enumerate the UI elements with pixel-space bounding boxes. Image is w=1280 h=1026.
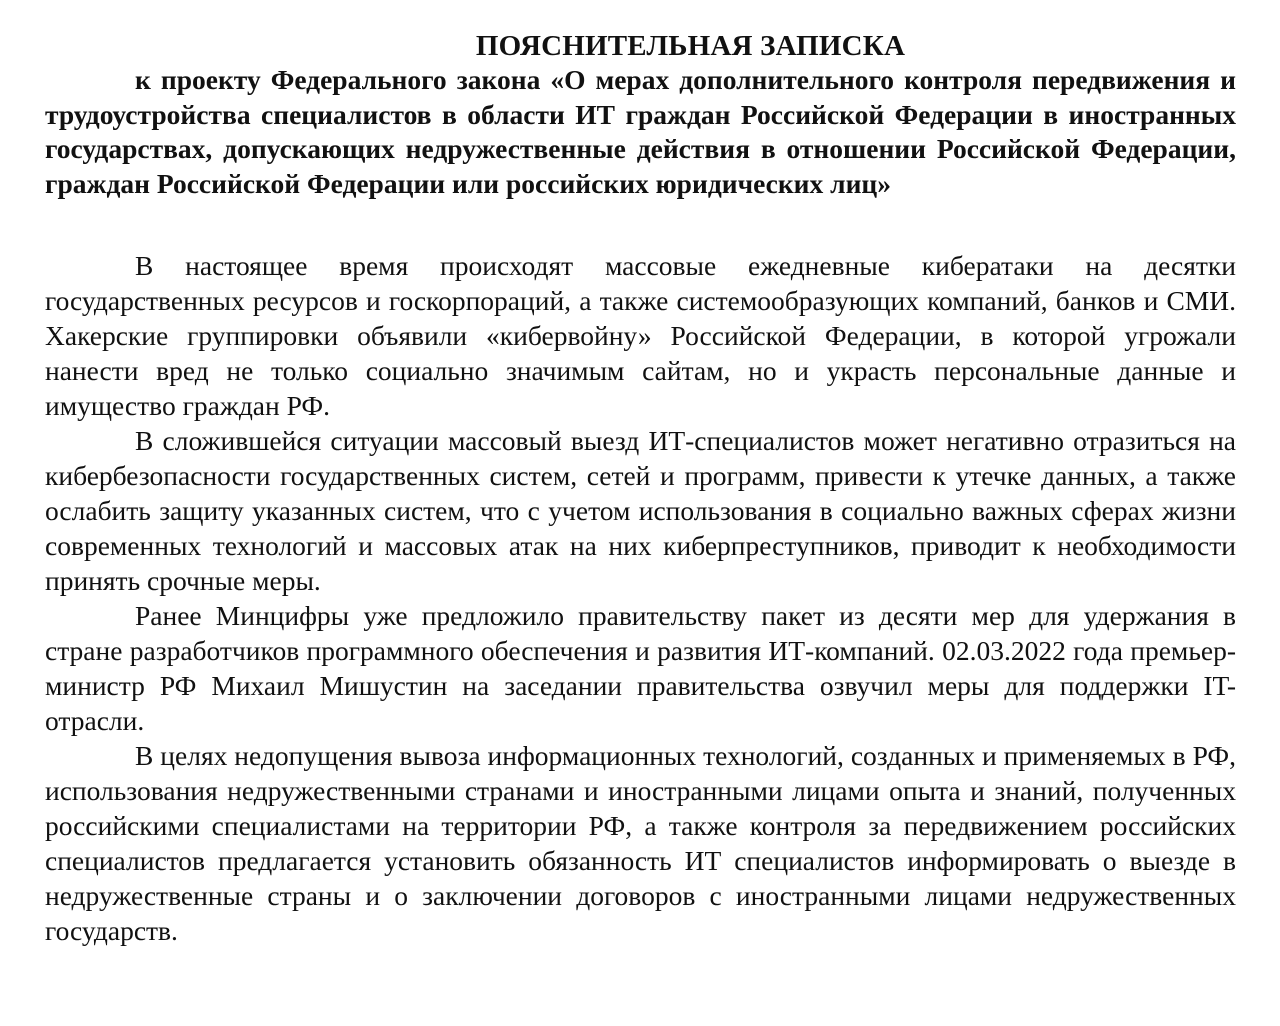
paragraph-4: В целях недопущения вывоза информационных технологий, созданных и применяемых в РФ, использования недружественными странами и иностранными лицами опыта и знаний, полученных российскими специалистами на территории РФ, а также контроля за передвижением российских специалистов предлагается установить обязанность ИТ специалистов информировать о выезде в недружественные страны и о заключении договоров с иностранными лицами недружественных государств. (45, 740, 1236, 946)
document-title: ПОЯСНИТЕЛЬНАЯ ЗАПИСКА (475, 30, 906, 62)
spacer (45, 201, 1236, 248)
paragraph-1: В настоящее время происходят массовые ежедневные кибератаки на десятки государственных ресурсов и госкорпораций, а также системообразующих компаний, банков и СМИ. Хакерские группировки объявили «кибервойну» Российской Федерации, в которой угрожали нанести вред не только социально значимым сайтам, но и украсть персональные данные и имущество граждан РФ. (45, 250, 1236, 421)
paragraph-2: В сложившейся ситуации массовый выезд ИТ-специалистов может негативно отразиться на кибербезопасности государственных систем, сетей и программ, привести к утечке данных, а также ослабить защиту указанных систем, что с учетом использования в социально важных сферах жизни современных технологий и массовых атак на них киберпреступников, приводит к необходимости принять срочные меры. (45, 425, 1236, 596)
paragraph-3: Ранее Минцифры уже предложило правительству пакет из десяти мер для удержания в стране разработчиков программного обеспечения и развития ИТ-компаний. 02.03.2022 года премьер-министр РФ Михаил Мишустин на заседании правительства озвучил меры для поддержки IT-отрасли. (45, 600, 1236, 736)
document-subtitle: к проекту Федерального закона «О мерах дополнительного контроля передвижения и трудоустройства специалистов в области ИТ граждан Российской Федерации в иностранных государствах, допускающих недружественные действия в отношении Российской Федерации, граждан Российской Федерации или российских юридических лиц» (45, 64, 1236, 199)
document-page (45, 30, 1236, 948)
